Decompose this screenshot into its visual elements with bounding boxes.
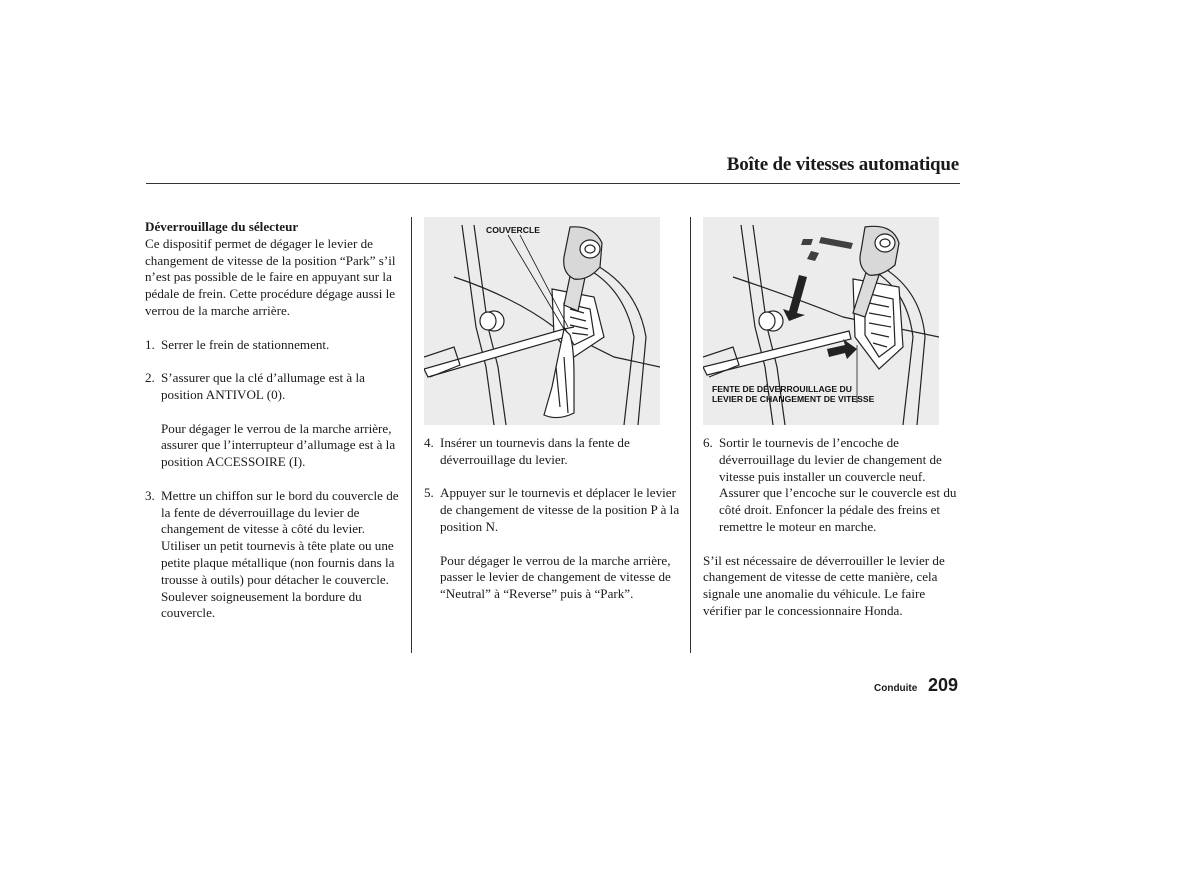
step-text: Sortir le tournevis de l’encoche de déverrouillage du levier de changement de vitesse puis installer un couvercle neuf. Assurer que l’encoche sur le couvercle est du côté droit. Enfoncer la pédale des freins et remettre le moteur en marche. (719, 435, 957, 534)
section-heading: Déverrouillage du sélecteur (145, 219, 299, 234)
list-item (145, 337, 400, 354)
page-title: Boîte de vitesses automatique (726, 154, 959, 175)
figure-cover-removal (424, 217, 660, 425)
list-item (145, 370, 400, 404)
step-number: 2. (145, 370, 155, 386)
list-item (424, 435, 680, 469)
title-rule (146, 183, 960, 184)
step-text: Appuyer sur le tournevis et déplacer le levier de changement de vitesse de la position P à la position N. (440, 485, 680, 534)
step-text: Mettre un chiffon sur le bord du couvercle de la fente de déverrouillage du levier de changement de vitesse à côté du levier. Utiliser un petit tournevis à tête plate ou une petite plaque métallique (non fournis dans la trousse à outils) pour détacher le couvercle. Soulever soigneusement la bordure du couvercle. (161, 487, 399, 621)
figure-label-fente: FENTE DE DÉVERROUILLAGE DU LEVIER DE CHANGEMENT DE VITESSE (712, 384, 875, 404)
column-divider-2 (690, 217, 691, 653)
footer-section-name: Conduite (874, 683, 918, 694)
list-item (145, 488, 400, 622)
step-text: S’assurer que la clé d’allumage est à la position ANTIVOL (0). (161, 370, 365, 402)
step-note: Pour dégager le verrou de la marche arrière, assurer que l’interrupteur d’allumage est à la position ACCESSOIRE (I). (161, 420, 396, 470)
step-text: Serrer le frein de stationnement. (161, 336, 330, 352)
step-note: Pour dégager le verrou de la marche arrière, passer le levier de changement de vitesse de “Neutral” à “Reverse” puis à “Park”. (440, 552, 671, 602)
intro-paragraph: Ce dispositif permet de dégager le levier de changement de vitesse de la position “Park” s’il n’est pas possible de le faire en appuyant sur la pédale de frein. Cette procédure dégage aussi le verrou de la marche arrière. (145, 235, 396, 318)
closing-paragraph: S’il est nécessaire de déverrouiller le levier de changement de vitesse de cette manière, cela signale une anomalie du véhicule. Le faire vérifier par le concessionnaire Honda. (703, 552, 945, 618)
step-number: 6. (703, 435, 713, 450)
step-number: 3. (145, 487, 155, 503)
step-number: 1. (145, 336, 155, 352)
step-text: Insérer un tournevis dans la fente de déverrouillage du levier. (440, 435, 630, 467)
page-number: 209 (928, 675, 959, 695)
left-column (145, 219, 400, 622)
column-divider-1 (411, 217, 412, 653)
figure-release-slot (703, 217, 939, 425)
step-number: 5. (424, 485, 434, 501)
middle-column (424, 435, 680, 603)
list-item (424, 485, 680, 535)
right-column (703, 435, 961, 620)
list-item (703, 435, 961, 536)
step-number: 4. (424, 435, 434, 450)
shift-lever-illustration (424, 217, 660, 425)
figure-label-couvercle: COUVERCLE (486, 225, 540, 235)
